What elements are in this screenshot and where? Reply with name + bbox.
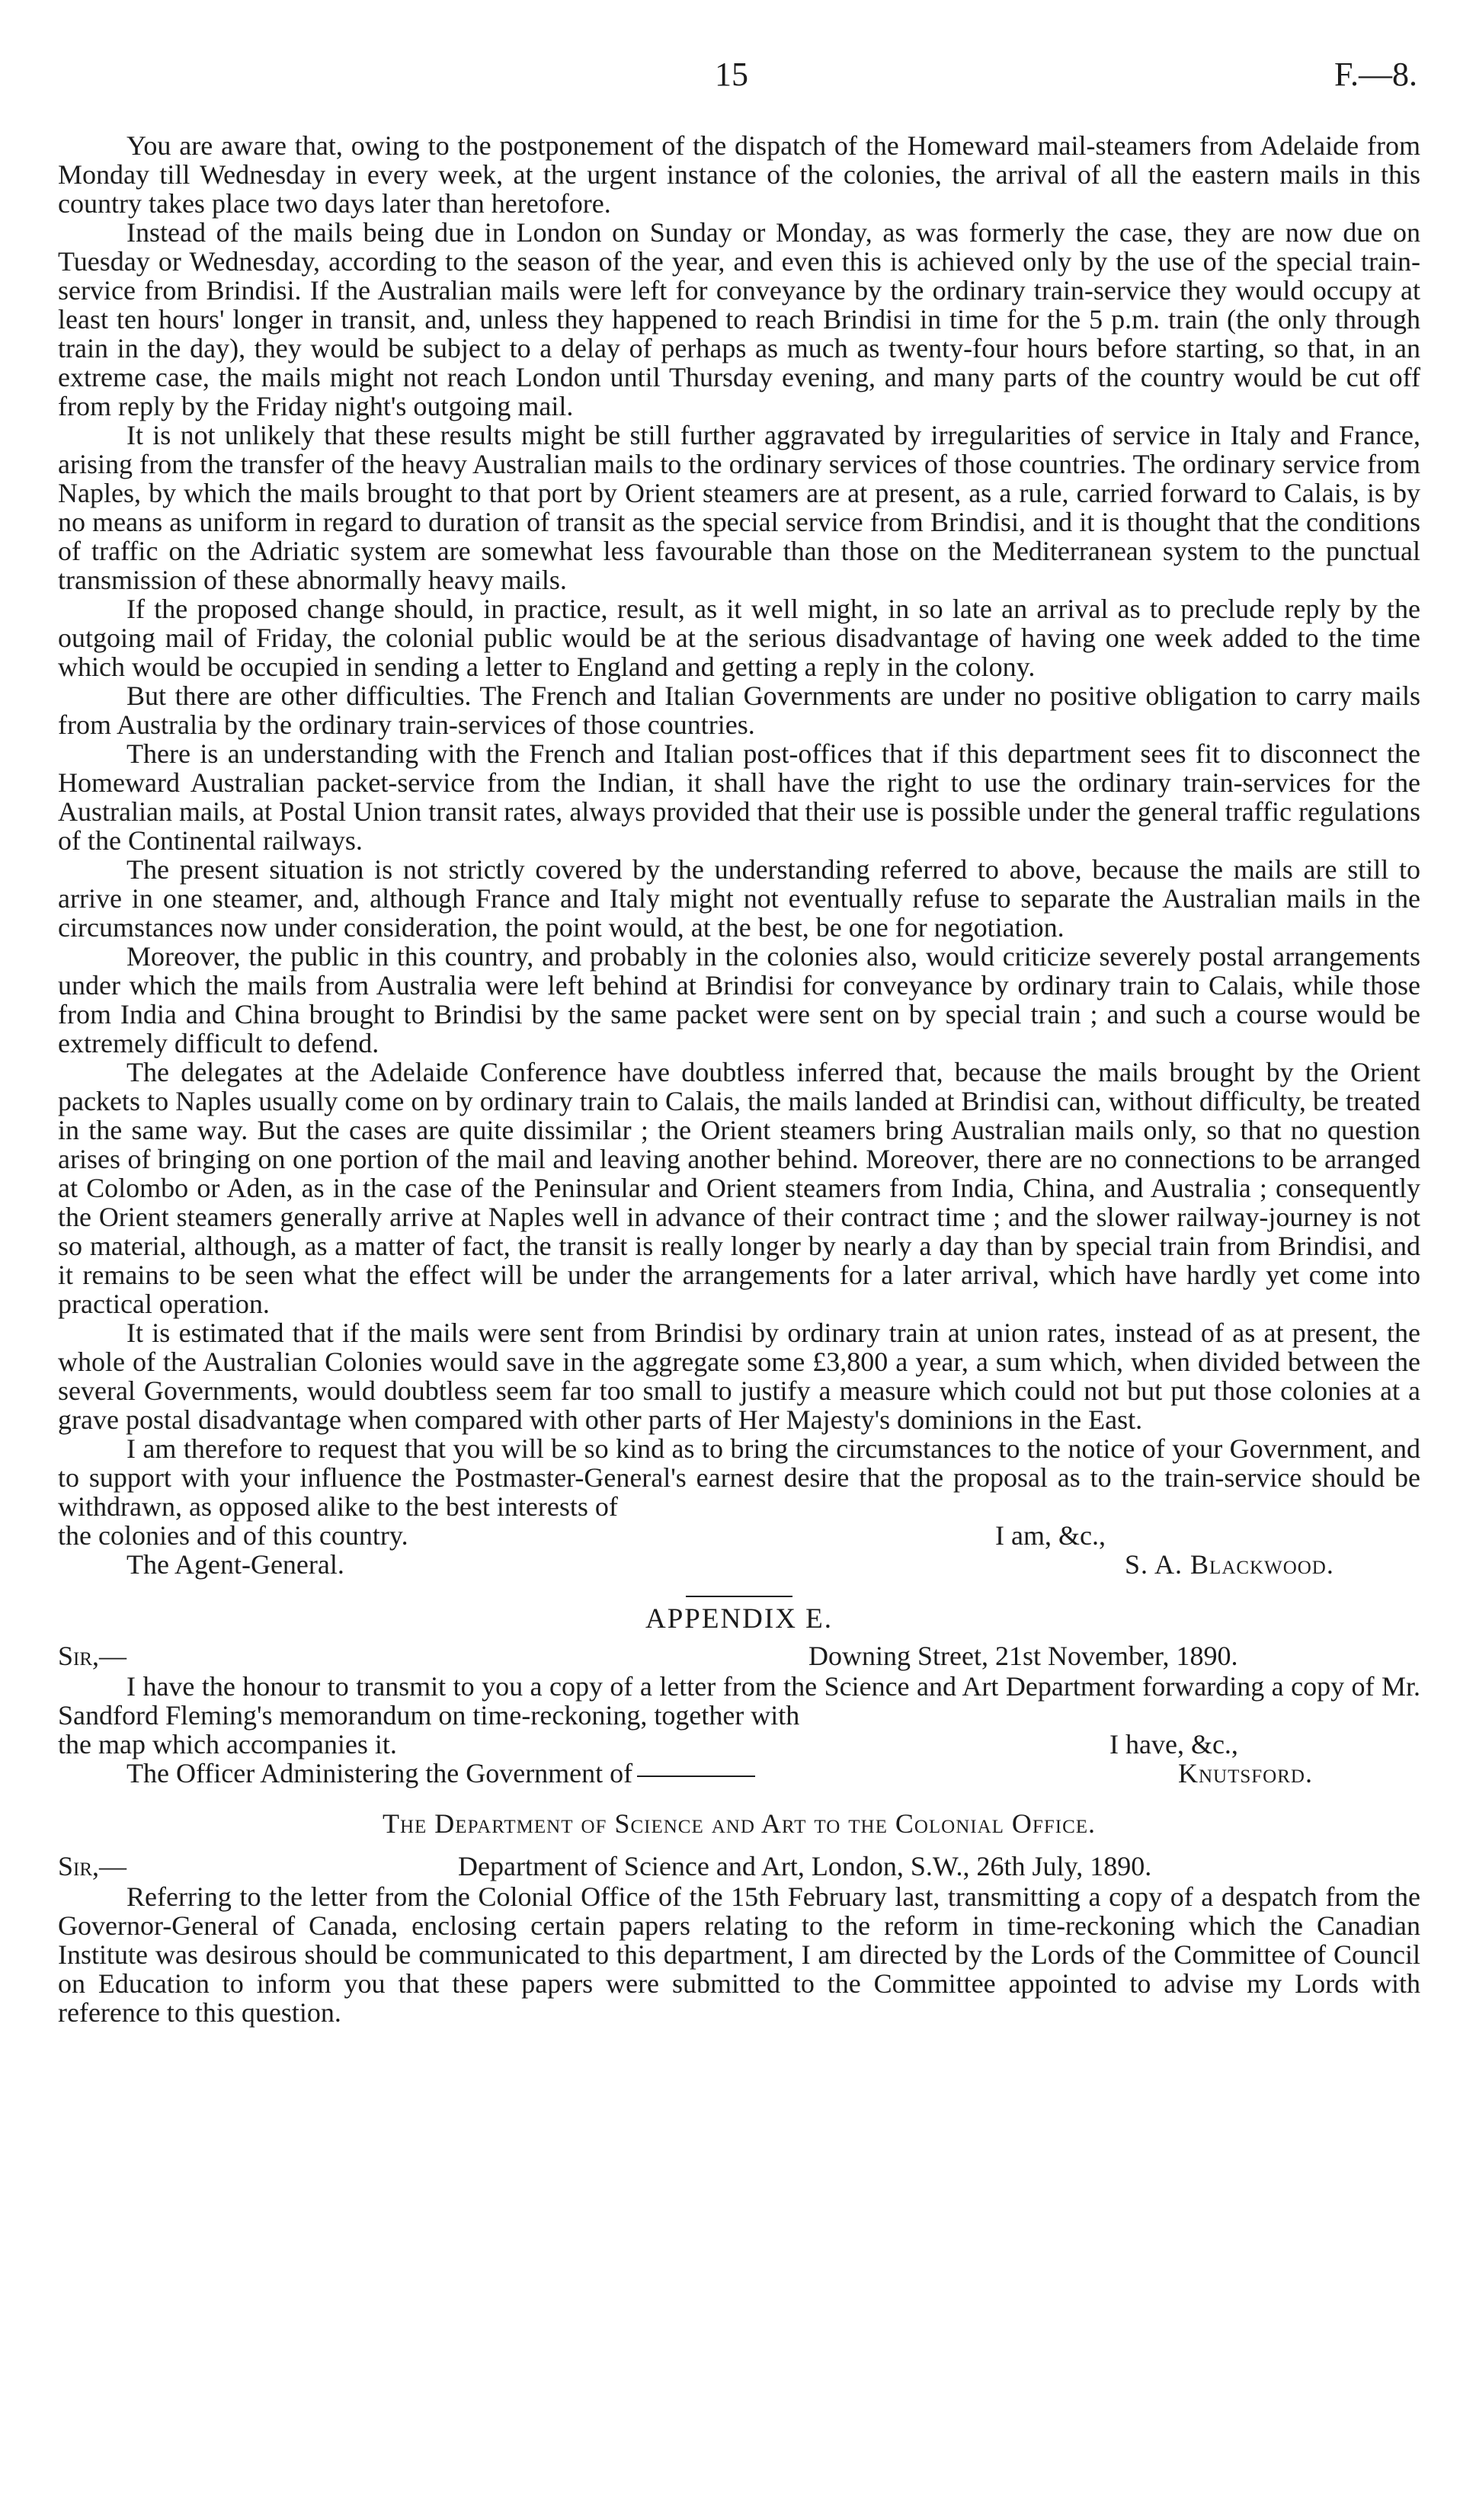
appendix-salutation: Sir,— — [58, 1641, 127, 1671]
paragraph: If the proposed change should, in practice, result, as it well might, in so late an arrival as to preclude reply by the outgoing mail of Friday, the colonial public would be at the serious disadvantage of having one week added to the time which would be occupied in sending a letter to England and getting a reply in the colony. — [58, 594, 1420, 682]
appendix-signature-row — [58, 1759, 1420, 1788]
paragraph: I am therefore to request that you will be so kind as to bring the circumstances to the notice of your Government, and to support with your influence the Postmaster-General's earnest desire that the proposal as to the train-service should be withdrawn, as opposed alike to the best interests of — [58, 1433, 1420, 1522]
paragraph: It is estimated that if the mails were sent from Brindisi by ordinary train at union rates, instead of as at present, the whole of the Australian Colonies would save in the aggregate some £3,800 a year, a sum which, when divided between the several Governments, would doubtless seem far too small to justify a measure which could not but put those colonies at a grave postal disadvantage when compared with other parts of Her Majesty's dominions in the East. — [58, 1318, 1420, 1435]
appendix-signature: Knutsford. — [1178, 1758, 1313, 1788]
letter-salutation: Sir,— — [58, 1851, 127, 1881]
paragraph: You are aware that, owing to the postponement of the dispatch of the Homeward mail-steamers from Adelaide from Monday till Wednesday in every week, at the urgent instance of the colonies, the arrival of all the eastern mails in this country takes place two days later than heretofore. — [58, 130, 1420, 219]
paragraph: Moreover, the public in this country, and probably in the colonies also, would criticize severely postal arrangements under which the mails from Australia were left behind at Brindisi for conveyance by ordinary train to Calais, while those from India and China brought to Brindisi by the same packet were sent on by special train ; and such a course would be extremely difficult to defend. — [58, 941, 1420, 1058]
paragraph: The present situation is not strictly covered by the understanding referred to above, because the mails are still to arrive in one steamer, and, although France and Italy might not eventually refuse to separate the Australian mails in the circumstances now under consideration, the point would, at the best, be one for negotiation. — [58, 854, 1420, 943]
paragraph: There is an understanding with the French and Italian post-offices that if this department sees fit to disconnect the Homeward Australian packet-service from the Indian, it shall have the right to use the ordinary train-services for the Australian mails, at Postal Union transit rates, always provided that their use is possible under the general traffic regulations of the Continental railways. — [58, 738, 1420, 856]
appendix-dateline: Downing Street, 21st November, 1890. — [808, 1641, 1238, 1671]
page-number: 15 — [715, 56, 748, 93]
document-reference: F.—8. — [1334, 56, 1417, 93]
blank-line — [637, 1776, 755, 1777]
appendix-salutation-row — [58, 1641, 1420, 1672]
appendix-addressee: The Officer Administering the Government of — [126, 1758, 633, 1788]
appendix-body-last-line: the map which accompanies it. — [58, 1729, 397, 1760]
paragraph: The delegates at the Adelaide Conference have doubtless inferred that, because the mails brought by the Orient packets to Naples usually come on by ordinary train to Calais, the mails landed at Brindisi can, without difficulty, be treated in the same way. But the cases are quite dissimilar ; the Orient steamers bring Australian mails only, so that no question arises of bringing on one portion of the mail and leaving another behind. Moreover, there are no connections to be arranged at Colombo or Aden, as in the case of the Peninsular and Orient steamers from India, China, and Australia ; consequently the Orient steamers generally arrive at Naples well in advance of their contract time ; and the slower railway-journey is not so material, although, as a matter of fact, the transit is really longer by nearly a day than by special train from Brindisi, and it remains to be seen what the effect will be under the arrangements for a later arrival, which have hardly yet come into practical operation. — [58, 1057, 1420, 1319]
paragraph: It is not unlikely that these results might be still further aggravated by irregularities of service in Italy and France, arising from the transfer of the heavy Australian mails to the ordinary services of those countries. The ordinary service from Naples, by which the mails brought to that port by Orient steamers are at present, as a rule, carried forward to Calais, is by no means as uniform in regard to duration of transit as the special service from Brindisi, and it is thought that the conditions of traffic on the Adriatic system are somewhat less favourable than those on the Mediterranean system to the punctual transmission of these abnormally heavy mails. — [58, 420, 1420, 595]
closing-row — [58, 1521, 1420, 1550]
closing-formula: I am, &c., — [995, 1520, 1106, 1551]
signature-row — [58, 1550, 1420, 1579]
letter-body: Referring to the letter from the Colonial Office of the 15th February last, transmitting a copy of a despatch from the Governor-General of Canada, enclosing certain papers relating to the reform in time-reckoning which the Canadian Institute was desirous should be communicated to this department, I am directed by the Lords of the Committee of Council on Education to inform you that these papers were submitted to the Committee appointed to advise my Lords with reference to this question. — [58, 1881, 1420, 2028]
appendix-closing-formula: I have, &c., — [1109, 1729, 1238, 1760]
section-divider — [686, 1596, 792, 1597]
paragraph: Instead of the mails being due in London on Sunday or Monday, as was formerly the case, they are now due on Tuesday or Wednesday, according to the season of the year, and even this is achieved only by the use of the special train-service from Brindisi. If the Australian mails were left for conveyance by the ordinary train-service they would occupy at least ten hours' longer in transit, and, unless they happened to reach Brindisi in time for the 5 p.m. train (the only through train in the day), they would be subject to a delay of perhaps as much as twenty-four hours before starting, so that, in an extreme case, the mails might not reach London until Thursday evening, and many parts of the country would be cut off from reply by the Friday night's outgoing mail. — [58, 217, 1420, 421]
letter-heading: The Department of Science and Art to the Colonial Office. — [382, 1808, 1097, 1839]
document-body — [58, 131, 1420, 2027]
closing-line: the colonies and of this country. — [58, 1520, 408, 1551]
appendix-heading: APPENDIX E. — [645, 1603, 834, 1635]
signature: S. A. Blackwood. — [1125, 1549, 1334, 1580]
paragraph: But there are other difficulties. The French and Italian Governments are under no positive obligation to carry mails from Australia by the ordinary train-services of those countries. — [58, 680, 1420, 740]
letter-dateline: Department of Science and Art, London, S.W., 26th July, 1890. — [458, 1851, 1152, 1881]
appendix-body: I have the honour to transmit to you a copy of a letter from the Science and Art Department forwarding a copy of Mr. Sandford Fleming's memorandum on time-reckoning, together with — [58, 1671, 1420, 1731]
letter-salutation-row — [58, 1852, 1420, 1882]
addressee: The Agent-General. — [126, 1549, 344, 1580]
appendix-closing-row — [58, 1730, 1420, 1759]
appendix-addressee-wrap — [126, 1759, 755, 1788]
